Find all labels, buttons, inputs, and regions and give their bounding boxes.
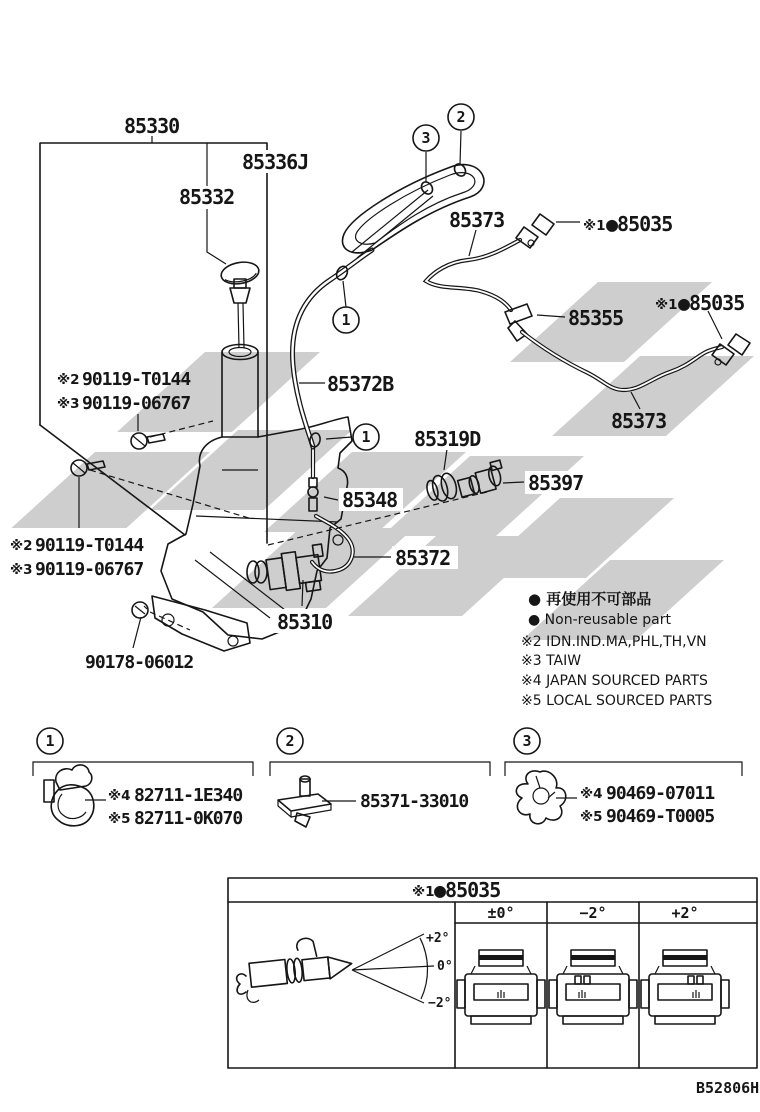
section-3 bbox=[505, 728, 742, 827]
svg-text:90119-06767: 90119-06767 bbox=[35, 559, 144, 580]
col-header-0: ±0° bbox=[487, 904, 515, 922]
svg-text:90119-T0144: 90119-T0144 bbox=[35, 535, 144, 556]
svg-text:82711-1E340: 82711-1E340 bbox=[134, 785, 243, 806]
svg-text:85348: 85348 bbox=[342, 488, 398, 512]
callout-2 bbox=[448, 104, 474, 130]
legend-line-en: ● Non-reusable part bbox=[528, 612, 671, 628]
svg-text:85372: 85372 bbox=[395, 546, 451, 570]
label-85310-group bbox=[274, 609, 344, 634]
label-85319D-group bbox=[411, 427, 489, 451]
figure-code: B52806H bbox=[696, 1079, 760, 1097]
nozzle-angle-table bbox=[228, 878, 757, 1068]
svg-text:※5: ※5 bbox=[108, 811, 131, 827]
section-2 bbox=[270, 728, 490, 827]
svg-text:※4: ※4 bbox=[580, 786, 603, 802]
col-header-2: +2° bbox=[671, 904, 699, 922]
svg-text:※1: ※1 bbox=[655, 297, 678, 313]
callout-3 bbox=[413, 125, 439, 151]
svg-text:85397: 85397 bbox=[528, 471, 584, 495]
main-hose-drawing bbox=[292, 250, 372, 448]
label-85373-top: 85373 bbox=[449, 208, 505, 232]
svg-text:85371-33010: 85371-33010 bbox=[360, 791, 469, 812]
svg-text:※4: ※4 bbox=[108, 788, 131, 804]
callout-1b bbox=[353, 424, 379, 450]
svg-text:●85035: ●85035 bbox=[606, 212, 673, 236]
svg-text:※2: ※2 bbox=[10, 538, 33, 554]
svg-text:90119-06767: 90119-06767 bbox=[82, 393, 191, 414]
legend-line-5: ※5 LOCAL SOURCED PARTS bbox=[521, 693, 713, 709]
connector-front-1 bbox=[549, 950, 637, 1024]
legend-line-3: ※3 TAIW bbox=[521, 653, 582, 669]
nut-drawing bbox=[132, 602, 148, 618]
legend-line-2: ※2 IDN.IND.MA,PHL,TH,VN bbox=[521, 634, 707, 650]
nozzle-1-drawing bbox=[516, 214, 554, 248]
clip-1-drawing bbox=[44, 765, 94, 826]
svg-text:85319D: 85319D bbox=[414, 427, 481, 451]
svg-text:90469-07011: 90469-07011 bbox=[606, 783, 715, 804]
svg-text:※5: ※5 bbox=[580, 809, 603, 825]
angle-down: −2° bbox=[428, 996, 452, 1011]
bolt-top-drawing bbox=[131, 433, 165, 449]
label-85373-right: 85373 bbox=[611, 409, 667, 433]
label-85397-group bbox=[525, 471, 591, 495]
svg-text:※3: ※3 bbox=[57, 396, 80, 412]
connector-front-2 bbox=[641, 950, 729, 1024]
watermark bbox=[7, 282, 754, 640]
label-85372B: 85372B bbox=[327, 372, 394, 396]
clip-3-drawing bbox=[516, 771, 565, 824]
svg-text:82711-0K070: 82711-0K070 bbox=[134, 808, 243, 829]
svg-text:85310: 85310 bbox=[277, 610, 333, 634]
connector-front-0 bbox=[457, 950, 545, 1024]
svg-text:3: 3 bbox=[522, 732, 532, 750]
label-85336J: 85336J bbox=[242, 150, 309, 174]
callout-3-number: 3 bbox=[421, 129, 431, 147]
callout-2-number: 2 bbox=[456, 108, 466, 126]
section-1 bbox=[33, 728, 253, 829]
legend bbox=[521, 590, 712, 709]
label-85355: 85355 bbox=[568, 306, 624, 330]
svg-text:90119-T0144: 90119-T0144 bbox=[82, 369, 191, 390]
nozzle-side-view-drawing bbox=[237, 931, 453, 1011]
svg-text:※3: ※3 bbox=[10, 562, 33, 578]
nozzle-label-1 bbox=[583, 212, 672, 236]
callout-1a bbox=[333, 307, 359, 333]
svg-text:●85035: ●85035 bbox=[434, 878, 501, 902]
bolt-labels-mid bbox=[6, 528, 160, 580]
label-85372-group bbox=[392, 546, 458, 570]
angle-up: +2° bbox=[426, 931, 450, 946]
label-85332: 85332 bbox=[179, 185, 235, 209]
svg-text:※1: ※1 bbox=[583, 218, 606, 234]
callout-1-number: 1 bbox=[341, 311, 351, 329]
svg-text:1: 1 bbox=[45, 732, 55, 750]
svg-text:90469-T0005: 90469-T0005 bbox=[606, 806, 715, 827]
label-85336J-group bbox=[240, 150, 314, 174]
legend-line-jp: ● 再使用不可部品 bbox=[528, 590, 652, 608]
col-header-1: −2° bbox=[579, 904, 607, 922]
label-90178: 90178-06012 bbox=[85, 652, 194, 673]
svg-text:※2: ※2 bbox=[57, 372, 80, 388]
svg-text:※1: ※1 bbox=[412, 884, 435, 900]
label-85330: 85330 bbox=[124, 114, 180, 138]
callout-1-number: 1 bbox=[361, 428, 371, 446]
svg-text:2: 2 bbox=[285, 732, 295, 750]
table-title bbox=[412, 878, 500, 902]
label-85348-group bbox=[339, 488, 403, 512]
angle-mid: 0° bbox=[437, 959, 453, 974]
legend-line-4: ※4 JAPAN SOURCED PARTS bbox=[521, 673, 708, 689]
svg-text:●85035: ●85035 bbox=[678, 291, 745, 315]
